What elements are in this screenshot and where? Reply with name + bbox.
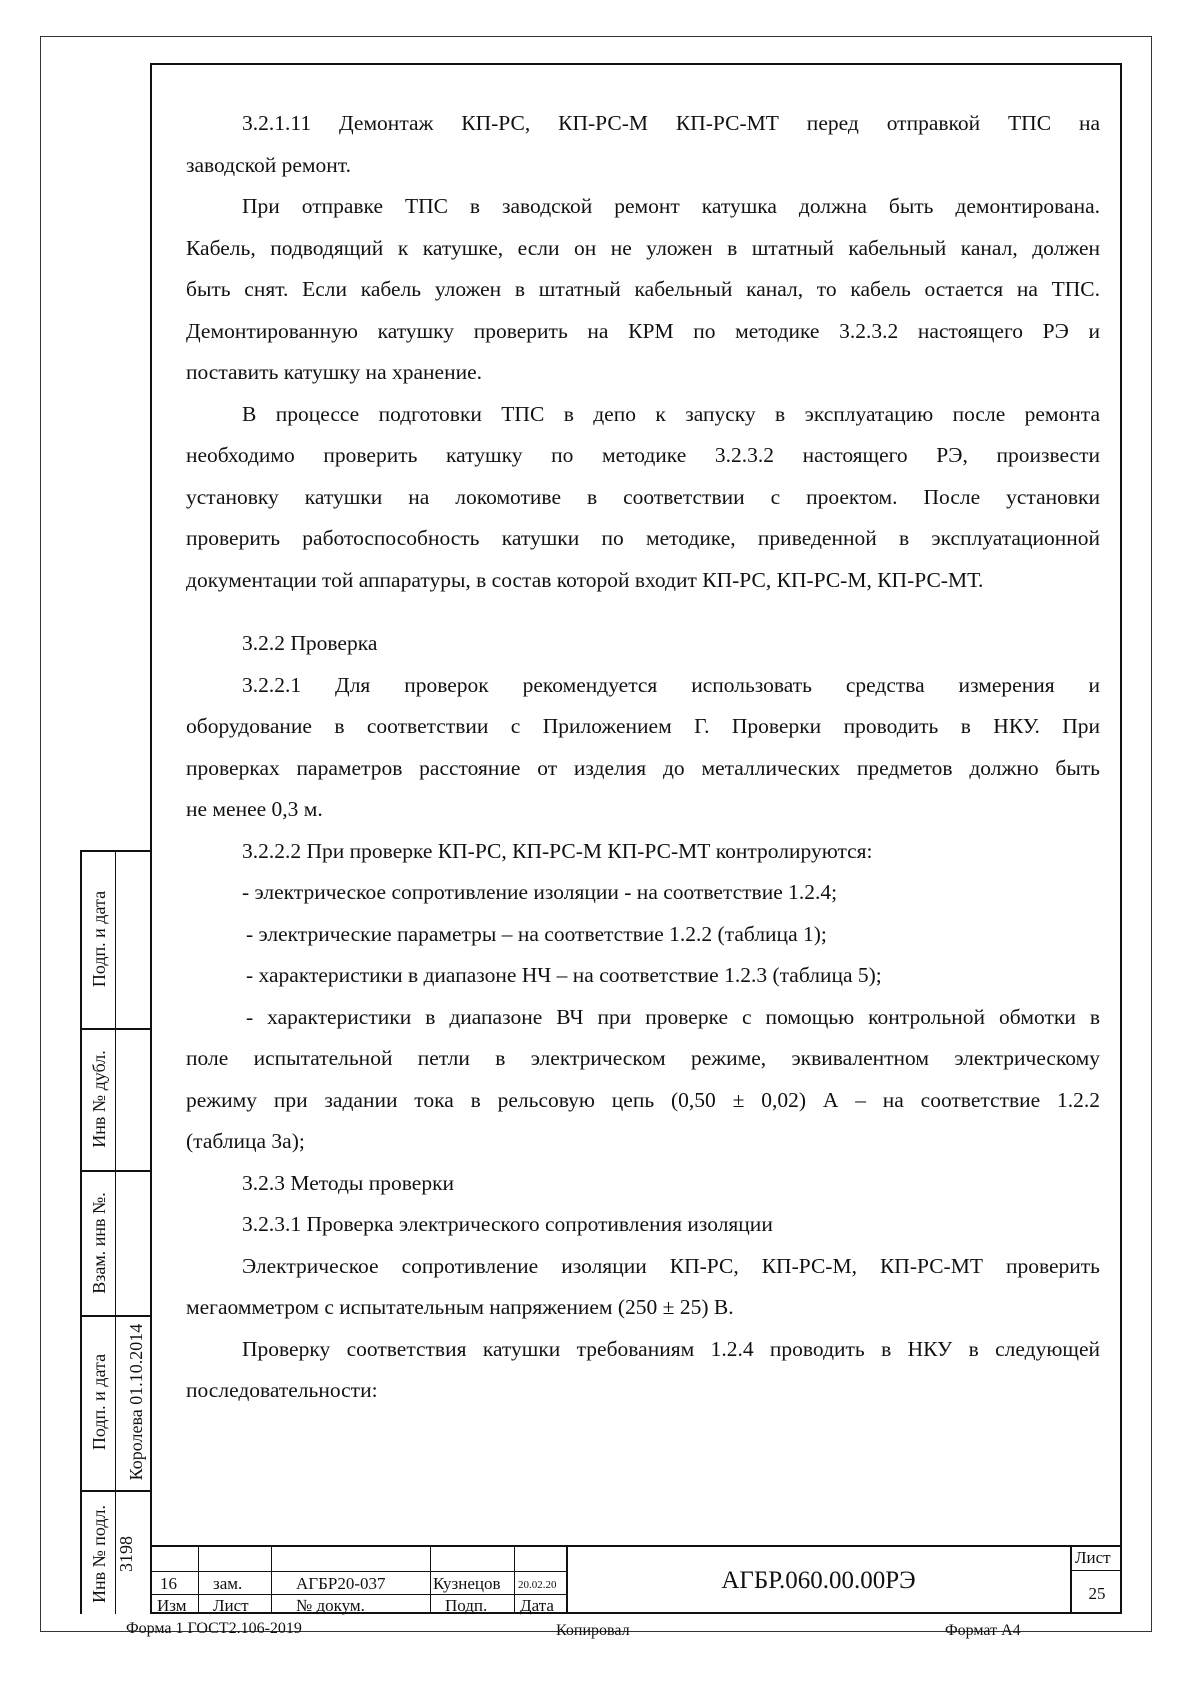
text-line: режиму при задании тока в рельсовую цепь (0,50 ± 0,02) А – на соответствие 1.2.2 [186, 1087, 1100, 1112]
text-line: Проверку соответствия катушки требованиям 1.2.4 проводить в НКУ в следующей [242, 1336, 1100, 1361]
stamp-list-label: Лист [213, 1596, 249, 1615]
text-line: - электрическое сопротивление изоляции - на соответствие 1.2.4; [242, 880, 838, 904]
text-line: 3.2.2.1 Для проверок рекомендуется использовать средства измерения и [242, 672, 1100, 697]
footer-form: Форма 1 ГОСТ2.106-2019 [126, 1620, 302, 1637]
text-line: - характеристики в диапазоне ВЧ при проверке с помощью контрольной обмотки в [246, 1004, 1100, 1029]
stamp-list-value: зам. [213, 1574, 243, 1593]
stamp-izm-value: 16 [160, 1574, 177, 1593]
stamp-dokum-value: АГБР20-037 [296, 1574, 386, 1593]
text-line: оборудование в соответствии с Приложением Г. Проверки проводить в НКУ. При [186, 714, 1100, 738]
text-line: не менее 0,3 м. [186, 797, 323, 821]
text-line: 3.2.3.1 Проверка электрического сопротивления изоляции [242, 1212, 773, 1236]
side-label-podp-data-2: Подп. и дата [89, 1353, 109, 1451]
side-label-inv-dubl: Инв № дубл. [89, 1050, 109, 1148]
sheet-label: Лист [1075, 1548, 1111, 1567]
text-line: поле испытательной петли в электрическом режиме, эквивалентном электрическому [186, 1046, 1100, 1070]
stamp-data-value: 20.02.20 [518, 1579, 557, 1591]
text-line: (таблица 3а); [186, 1129, 305, 1153]
paragraph-spacer [186, 601, 1100, 623]
document-body [186, 103, 1100, 1412]
side-signature: Королева 01.10.2014 [126, 1323, 146, 1481]
text-line: заводской ремонт. [186, 152, 351, 177]
text-line: Электрическое сопротивление изоляции КП-РС, КП-РС-М, КП-РС-МТ проверить [242, 1253, 1100, 1278]
text-line: - электрические параметры – на соответствие 1.2.2 (таблица 1); [246, 921, 827, 946]
text-line: проверках параметров расстояние от изделия до металлических предметов должно быть [186, 755, 1100, 780]
text-line: Кабель, подводящий к катушке, если он не уложен в штатный кабельный канал, должен [186, 235, 1100, 260]
footer-format: Формат А4 [945, 1622, 1021, 1639]
stamp-podp-label: Подп. [445, 1596, 488, 1615]
text-line: необходимо проверить катушку по методике 3.2.3.2 настоящего РЭ, произвести [186, 443, 1100, 467]
stamp-izm-label: Изм [157, 1596, 187, 1615]
text-line: мегаомметром с испытательным напряжением (250 ± 25) В. [186, 1295, 734, 1319]
text-line: 3.2.2 Проверка [242, 631, 378, 655]
text-line: проверить работоспособность катушки по методике, приведенной в эксплуатационной [186, 526, 1100, 550]
text-line: поставить катушку на хранение. [186, 360, 483, 384]
text-line: - характеристики в диапазоне НЧ – на соответствие 1.2.3 (таблица 5); [246, 963, 882, 987]
stamp-data-label: Дата [520, 1596, 554, 1615]
text-line: 3.2.2.2 При проверке КП-РС, КП-РС-М КП-РС-МТ контролируются: [242, 838, 873, 863]
text-line: 3.2.1.11 Демонтаж КП-РС, КП-РС-М КП-РС-МТ перед отправкой ТПС на [242, 111, 1100, 135]
text-line: При отправке ТПС в заводской ремонт катушка должна быть демонтирована. [242, 194, 1100, 218]
text-line: быть снят. Если кабель уложен в штатный кабельный канал, то кабель остается на ТПС. [186, 277, 1100, 301]
text-line: В процессе подготовки ТПС в депо к запуску в эксплуатацию после ремонта [242, 401, 1100, 426]
stamp-podp-value: Кузнецов [433, 1574, 501, 1593]
document-designation: АГБР.060.00.00РЭ [721, 1567, 916, 1594]
side-label-inv-podl: Инв № подл. [89, 1504, 109, 1604]
text-line: установку катушки на локомотиве в соответствии с проектом. После установки [186, 484, 1100, 509]
text-line: последовательности: [186, 1378, 378, 1402]
text-line: документации той аппаратуры, в состав которой входит КП-РС, КП-РС-М, КП-РС-МТ. [186, 567, 984, 592]
text-line: Демонтированную катушку проверить на КРМ по методике 3.2.3.2 настоящего РЭ и [186, 318, 1100, 343]
text-line: 3.2.3 Методы проверки [242, 1170, 455, 1195]
footer-copied: Копировал [556, 1622, 630, 1639]
side-inv-podl-value: 3198 [116, 1536, 136, 1572]
sheet-number: 25 [1088, 1584, 1106, 1603]
side-label-podp-data-1: Подп. и дата [89, 890, 109, 988]
stamp-dokum-label: № докум. [296, 1596, 365, 1615]
side-label-vzam-inv: Взам. инв №. [89, 1192, 109, 1294]
